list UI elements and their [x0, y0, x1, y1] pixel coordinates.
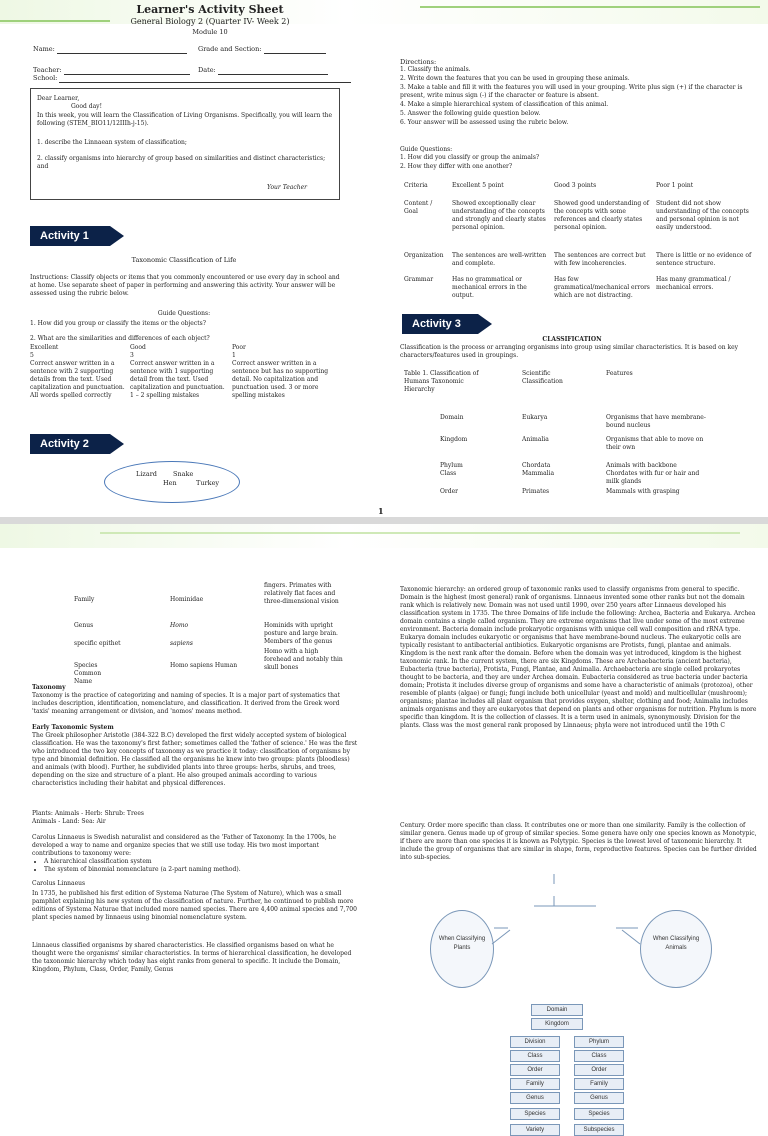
page-number: 1 [378, 506, 384, 516]
node-phylum: Phylum [574, 1036, 624, 1048]
classification-intro: Classification is the process or arranging organisms into group using similar characteristics. It is based on key characters/features used in groupings. [400, 344, 739, 359]
table-cell: Family [74, 596, 95, 603]
direction-step: 5. Answer the following guide question below. [400, 110, 541, 117]
table-cell: fingers. Primates with relatively flat faces and three-dimensional vision [264, 582, 339, 605]
criteria-row [404, 200, 754, 252]
directions-question-1: 1. How did you classify or group the animals? [400, 154, 540, 161]
linnaeus-name-title: Carolus Linnaeus [32, 880, 86, 887]
name-field[interactable] [33, 45, 187, 54]
teacher-letter [30, 88, 340, 200]
activity-2-banner: Activity 2 [30, 434, 110, 454]
school-line [59, 75, 351, 83]
node-kingdom: Kingdom [531, 1018, 583, 1030]
criteria-header-row [404, 182, 754, 200]
direction-step: 1. Classify the animals. [400, 66, 471, 73]
grade-section-label: Grade and Section: [198, 45, 262, 53]
criteria-cell: Has few grammatical/mechanical errors which are not distracting. [554, 276, 650, 299]
node-order: Order [574, 1064, 624, 1076]
table-cell: Animals with backbone [606, 462, 677, 469]
animal-lizard: Lizard [136, 470, 157, 478]
header-stripe [100, 532, 740, 534]
table-cell: Hominids with upright posture and large brain. Members of the genus [264, 622, 338, 645]
rubric-head: Excellent [30, 344, 59, 351]
activity-1-banner: Activity 1 [30, 226, 110, 246]
linnaeus-text-2: In 1735, he published his first edition of Systema Naturae (The System of Nature), which was a small pamphlet explaining his new system of the classification of nature. Further, he continued to publish more editions of Systema Naturae that included more named species. There are 4,400 animal species and 7,700 plant species named by linnaeus using binomial nomenclature system. [32, 890, 357, 921]
rubric-col-excellent [30, 344, 126, 400]
table-cell: Class [440, 470, 457, 477]
linnaeus-bullets [32, 858, 364, 874]
animals-ellipse [640, 910, 712, 988]
node-family: Family [574, 1078, 624, 1090]
table-cell: sapiens [170, 640, 193, 647]
hierarchy-text-2: Century. Order more specific than class. It contributes one or more than one similarity. Family is the collection of similar genera. Genus made up of group of similar species. Some genera have only one species known as Monotypic, if there are more than one species it is known as Polytypic. Species is the lowest level of taxonomic hierarchy. It include the group of organisms that are similar in shape, form, reproductive features. Species can be further divided into sub-species. [400, 822, 757, 861]
school-field[interactable] [33, 74, 351, 83]
module-label: Module 10 [192, 28, 228, 36]
table-cell: Homo sapiens Human [170, 662, 238, 669]
linnaeus-text: Carolus Linnaeus is Swedish naturalist and considered as the 'Father of Taxonomy. In the 1700s, he developed a way to name and organize species that we still use today. His two most important contributions to taxonomy were: [32, 834, 337, 857]
letter-intro: In this week, you will learn the Classification of Living Organisms. Specifically, you will learn the following (STEM_BIO11/12IIIh-j-15). [37, 112, 333, 127]
direction-step: 3. Make a table and fill it with the features you will used in your grouping. Write plus sign (+) if the character is present, write minus sign (-) if the character or feature is absent. [400, 84, 743, 99]
early-system-text: The Greek philosopher Aristotle (384-322 B.C) developed the first widely accepted system of biological classification. He was the taxonomy's first father; sometimes called the 'father of science.' He was the first who introduced the two key concepts of taxonomy as we practice it today: classification of organisms by type and binomial definition. He classified all the organisms he knew into two groups: plants (bloodless) and animals (with blood). Further, he subdivided plants into three groups: herbs, shrubs, and trees, depending on the size and structure of a plant. He also grouped animals according to various characteristics including their habitat and physical differences. [32, 732, 358, 787]
classification-heading: CLASSIFICATION [542, 336, 602, 343]
animals-label: When Classifying Animals [652, 936, 700, 951]
criteria-header: Poor 1 point [656, 182, 694, 189]
criteria-header: Good 3 points [554, 182, 597, 189]
criteria-cell: Grammar [404, 276, 434, 283]
criteria-row [404, 276, 754, 310]
hierarchy-text: Taxonomic hierarchy: an ordered group of taxonomic ranks used to classify organisms from general to specific. Domain is the highest (most general) rank of organisms. Linnaeus invented some other ranks but not the domain rank which is relatively new. Domain was not used until 1990, over 250 years after Linnaeus developed his classification system in 1735. The three Domains of life include the following: Archea, Bacteria and Eukarya. Archea domain contains a single called organism. They are extreme organisms that live under some of the most extreme environment. Bacteria domain include prokaryotic organisms with unique cell wall composition and rRNA type. Eukarya domain includes eukaryotic or organisms that have membrane-bound nucleus. The eukaryotic cells are typically resistant to antibacterial antibiotics. Eukaryotic organisms are Protists, fungi, plantae and animals. Kingdom is the next rank after the domain. Before when the domain was yet introduced, kingdom is the highest taxonomic rank. In the current system, there are six Kingdoms. These are Archaebacteria (ancient bacteria), Eubacteria (true bacteria), Protista, Fungi, Plantae, and Animalia. Archaebacteria are single celled prokaryotes thought to be bacteria, and they are under Archea domain. Eubacteria considered as true bacteria under bacteria domain; Protista it includes diverse group of organisms and some have a characteristic of animals (protozoa), other resemble of plants (algae) or fungi; fungi include both unicellular (yeast and mold) and multicellular (mushroom); organisms; plantae includes all plant organism that provides oxygen, shelter, clothing and food; Animalia includes animals organisms and they are eukaryotes that depend on plants and other organisms for nutrition. Phylum is more specific than kingdom. It is the collection of classes. It is a term used in animals, synonymously. Division for the plants. Class was the most general rank proposed by Linnaeus; phyla were not introduced until the 19th C [400, 586, 757, 729]
table-cell: specific epithet [74, 640, 121, 647]
page-separator [0, 517, 768, 524]
direction-step: 2. Write down the features that you can be used in grouping these animals. [400, 75, 630, 82]
directions-guide-title: Guide Questions: [400, 146, 453, 153]
criteria-cell: There is little or no evidence of sentence structure. [656, 252, 752, 267]
rubric-text: Correct answer written in a sentence but has no supporting detail. No capitalization and punctuation used. 3 or more spelling mistakes [232, 360, 329, 399]
criteria-header: Excellent 5 point [452, 182, 504, 189]
table-row [404, 436, 754, 462]
directions-question-2: 2. How they differ with one another? [400, 163, 513, 170]
rubric-text: Correct answer written in a sentence with 2 supporting details from the text. Used capitalization and punctuation. All words spelled correctly [30, 360, 125, 399]
page-top [0, 0, 768, 516]
table-cell: Eukarya [522, 414, 548, 421]
teacher-label: Teacher: [33, 66, 62, 74]
node-domain: Domain [531, 1004, 583, 1016]
rubric-score: 1 [232, 352, 236, 359]
date-label: Date: [198, 66, 216, 74]
table-cell: Mammalia [522, 470, 555, 477]
table-cell: Animalia [522, 436, 549, 443]
node-division: Division [510, 1036, 560, 1048]
letter-greeting: Dear Learner, [37, 95, 80, 102]
sheet-title: Learner's Activity Sheet [136, 3, 284, 16]
criteria-cell: Has many grammatical / mechanical errors. [656, 276, 731, 291]
node-species: Species [574, 1108, 624, 1120]
taxonomy-text: Taxonomy is the practice of categorizing and naming of species. It is a major part of systematics that includes description, identification, nomenclature, and classification. It derived from the Greek word 'taxis' meaning arrangement or division, and 'nomos' means method. [32, 692, 341, 715]
rubric-col-poor [232, 344, 344, 400]
table-cell: Organisms that able to move on their own [606, 436, 704, 451]
table-header: Scientific Classification [522, 370, 563, 385]
sheet-subtitle: General Biology 2 (Quarter IV- Week 2) [130, 17, 290, 26]
plants-label: When Classifying Plants [438, 936, 486, 951]
letter-item-2: 2. classify organisms into hierarchy of group based on similarities and distinct characteristics; and [37, 155, 326, 170]
activity-3-banner: Activity 3 [402, 314, 478, 334]
letter-signoff: Your Teacher [267, 184, 307, 191]
table-header: Features [606, 370, 633, 377]
letter-salutation: Good day! [71, 103, 102, 110]
criteria-row [404, 252, 754, 276]
table-cell: Phylum [440, 462, 463, 469]
node-class: Class [510, 1050, 560, 1062]
criteria-table [404, 182, 754, 310]
table-cell: Mammals with grasping [606, 488, 680, 495]
table-cell: Species Common Name [74, 662, 102, 685]
direction-step: 6. Your answer will be assessed using the rubric below. [400, 119, 569, 126]
letter-item-1: 1. describe the Linnaean system of classification; [37, 139, 187, 146]
animals-line: Animals - Land: Sea: Air [32, 818, 106, 825]
name-line [57, 46, 187, 54]
node-class: Class [574, 1050, 624, 1062]
activity-1-title: Taxonomic Classification of Life [131, 256, 237, 264]
taxonomy-title: Taxonomy [32, 684, 66, 691]
table-row [404, 462, 754, 470]
table-row [404, 414, 754, 436]
table-cell: Chordates with fur or hair and milk glands [606, 470, 700, 485]
node-family: Family [510, 1078, 560, 1090]
early-system-title: Early Taxonomic System [32, 724, 114, 731]
directions-list [400, 66, 755, 127]
node-genus: Genus [510, 1092, 560, 1104]
table-cell: Homo with a high forehead and notably thin skull bones [264, 648, 343, 671]
criteria-cell: Student did not show understanding of the concepts and personal opinion is not easily understood. [656, 200, 749, 231]
plants-ellipse [430, 910, 494, 988]
grade-section-field[interactable] [198, 45, 326, 54]
table-row [404, 470, 754, 488]
name-label: Name: [33, 45, 55, 53]
table-cell: Organisms that have membrane-bound nucleus [606, 414, 706, 429]
table-cell: Primates [522, 488, 550, 495]
table-header-row [404, 370, 754, 414]
animal-hen: Hen [163, 479, 177, 487]
criteria-cell: Showed good understanding of the concepts with some references and clearly states personal opinion. [554, 200, 649, 231]
linnaeus-bullet: • The system of binomial nomenclature (a 2-part naming method). [44, 866, 364, 874]
criteria-cell: Content / Goal [404, 200, 433, 215]
linnaeus-bullet: • A hierarchical classification system [44, 858, 364, 866]
header-banner [0, 524, 768, 548]
table-cell: Genus [74, 622, 94, 629]
table-cell: Order [440, 488, 459, 495]
animal-turkey: Turkey [196, 479, 220, 487]
ellipse-connectors [492, 930, 642, 960]
criteria-cell: Showed exceptionally clear understanding of the concepts and strongly and clearly states personal opinion. [452, 200, 546, 231]
header-stripe [420, 6, 760, 8]
activity-1-question-2: 2. What are the similarities and differences of each object? [30, 335, 210, 342]
table-cell: Chordata [522, 462, 551, 469]
table-cell: Domain [440, 414, 464, 421]
table-cell: Kingdom [440, 436, 468, 443]
rubric-head: Good [130, 344, 146, 351]
criteria-cell: The sentences are correct but with few incoherencies. [554, 252, 646, 267]
directions-title: Directions: [400, 58, 437, 66]
table-cell: Homo [170, 622, 189, 629]
node-species: Species [510, 1108, 560, 1120]
node-variety: Variety [510, 1124, 560, 1136]
school-label: School: [33, 74, 58, 82]
criteria-cell: The sentences are well-written and complete. [452, 252, 547, 267]
table-row [404, 488, 754, 498]
criteria-cell: Has no grammatical or mechanical errors in the output. [452, 276, 527, 299]
criteria-header: Criteria [404, 182, 428, 189]
plants-line: Plants: Animals - Herb: Shrub: Trees [32, 810, 144, 817]
animal-snake: Snake [173, 470, 194, 478]
rubric-col-good [130, 344, 226, 400]
guide-questions-title: Guide Questions: [157, 310, 211, 317]
direction-step: 4. Make a simple hierarchical system of classification of this animal. [400, 101, 609, 108]
table-header: Table 1. Classification of Humans Taxonomic Hierarchy [404, 370, 479, 393]
table-cell: Hominidae [170, 596, 204, 603]
linnaeus-text-3: Linnaeus classified organisms by shared characteristics. He classified organisms based on what he thought were the organisms' similar characteristics. In terms of hierarchical classification, he developed the taxonomic hierarchy which today has eight ranks from general to specific. It include the Domain, Kingdom, Phylum, Class, Order, Family, Genus [32, 942, 352, 973]
activity-1-instructions: Instructions: Classify objects or items that you commonly encountered or use every day in school and at home. Use separate sheet of paper in performing and answering this activity. Your answer will be assessed using the rubric below. [30, 274, 340, 297]
rubric-score: 3 [130, 352, 134, 359]
human-classification-table [404, 370, 754, 498]
criteria-cell: Organization [404, 252, 444, 259]
grade-section-line [264, 46, 326, 54]
node-genus: Genus [574, 1092, 624, 1104]
node-order: Order [510, 1064, 560, 1076]
rubric-text: Correct answer written in a sentence with 1 supporting detail from the text. Used capitalization and punctuation. 1 – 2 spelling mistakes [130, 360, 225, 399]
node-subspecies: Subspecies [574, 1124, 624, 1136]
rubric-score: 5 [30, 352, 34, 359]
rubric-head: Poor [232, 344, 246, 351]
activity-1-question-1: 1. How did you group or classify the items or the objects? [30, 320, 206, 327]
